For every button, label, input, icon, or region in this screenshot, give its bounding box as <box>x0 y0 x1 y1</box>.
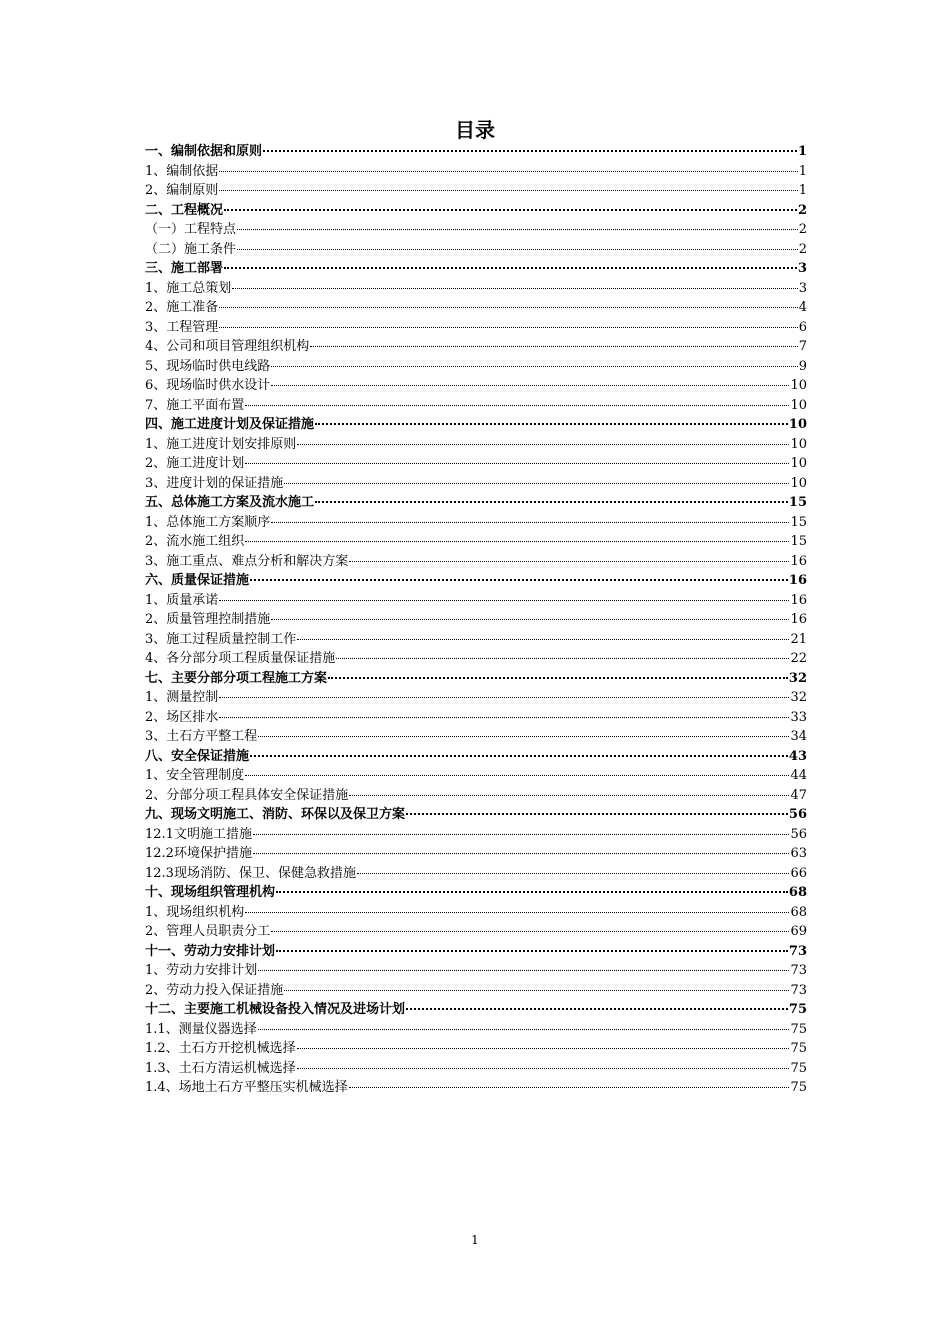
toc-subsection-item[interactable] <box>145 513 807 533</box>
toc-entry-text: 3、施工重点、难点分析和解决方案 <box>145 553 349 569</box>
toc-entry-text: 1.1、测量仪器选择 <box>145 1021 257 1037</box>
page-number: 1 <box>471 1233 479 1247</box>
toc-subsection-item[interactable] <box>145 240 807 260</box>
dot-leader <box>245 911 789 913</box>
toc-entry-text: 1、劳动力安排计划 <box>145 963 258 978</box>
dot-leader <box>297 443 789 445</box>
toc-subsection-item[interactable] <box>145 1059 807 1079</box>
dot-leader <box>224 208 797 211</box>
toc-subsection-item[interactable] <box>145 903 807 923</box>
dot-leader <box>219 189 797 191</box>
toc-page-number: 32 <box>790 690 807 705</box>
toc-subsection-item[interactable] <box>145 220 807 240</box>
toc-subsection-item[interactable] <box>145 922 807 942</box>
toc-page-number: 16 <box>790 553 807 569</box>
toc-subsection-item[interactable] <box>145 766 807 786</box>
toc-section-heading[interactable] <box>145 747 807 767</box>
toc-entry-text: 1、质量承诺 <box>145 592 219 608</box>
dot-leader <box>253 833 790 835</box>
toc-page-number: 6 <box>798 319 807 335</box>
dot-leader <box>315 500 788 503</box>
toc-page-number: 73 <box>790 963 807 978</box>
toc-subsection-item[interactable] <box>145 688 807 708</box>
toc-page-number: 10 <box>790 436 807 452</box>
toc-entry-text: 5、现场临时供电线路 <box>145 358 271 374</box>
dot-leader <box>349 794 789 796</box>
dot-leader <box>219 326 797 328</box>
toc-entry-text: 五、总体施工方案及流水施工 <box>145 495 315 510</box>
dot-leader <box>250 754 788 757</box>
toc-entry-text: 七、主要分部分项工程施工方案 <box>145 670 328 686</box>
toc-entry-text: 十二、主要施工机械设备投入情况及进场计划 <box>145 1002 406 1017</box>
toc-subsection-item[interactable] <box>145 435 807 455</box>
toc-entry-text: 1、安全管理制度 <box>145 768 245 783</box>
toc-subsection-item[interactable] <box>145 376 807 396</box>
toc-page-number: 15 <box>790 534 807 549</box>
toc-entry-text: 十一、劳动力安排计划 <box>145 943 276 959</box>
dot-leader <box>276 890 788 893</box>
dot-leader <box>219 599 789 601</box>
toc-page-number: 10 <box>790 378 807 393</box>
toc-subsection-item[interactable] <box>145 532 807 552</box>
dot-leader <box>258 969 789 971</box>
toc-page-number: 75 <box>790 1021 807 1037</box>
toc-entry-text: 3、土石方平整工程 <box>145 729 258 744</box>
toc-section-heading[interactable] <box>145 493 807 513</box>
toc-entry-text: 12.3现场消防、保卫、保健急救措施 <box>145 865 356 881</box>
toc-subsection-item[interactable] <box>145 1078 807 1098</box>
toc-entry-text: 2、劳动力投入保证措施 <box>145 982 284 998</box>
dot-leader <box>271 521 789 523</box>
toc-page-number: 75 <box>788 1002 807 1017</box>
toc-subsection-item[interactable] <box>145 1039 807 1059</box>
dot-leader <box>297 1047 790 1049</box>
toc-page-number: 34 <box>790 729 807 744</box>
toc-entry-text: 1、测量控制 <box>145 690 219 705</box>
toc-subsection-item[interactable] <box>145 844 807 864</box>
toc-section-heading[interactable] <box>145 942 807 962</box>
dot-leader <box>406 1007 788 1010</box>
toc-page-number: 66 <box>790 865 807 881</box>
toc-page-number: 75 <box>790 1041 807 1056</box>
toc-entry-text: 12.1文明施工措施 <box>145 826 252 842</box>
toc-subsection-item[interactable] <box>145 337 807 357</box>
dot-leader <box>245 462 789 464</box>
toc-subsection-item[interactable] <box>145 786 807 806</box>
dot-leader <box>219 716 789 718</box>
dot-leader <box>406 812 788 815</box>
toc-subsection-item[interactable] <box>145 981 807 1001</box>
toc-page-number: 10 <box>788 417 807 432</box>
toc-entry-text: 4、各分部分项工程质量保证措施 <box>145 651 336 666</box>
toc-subsection-item[interactable] <box>145 864 807 884</box>
toc-entry-text: 12.2环境保护措施 <box>145 846 252 861</box>
toc-subsection-item[interactable] <box>145 649 807 669</box>
toc-subsection-item[interactable] <box>145 318 807 338</box>
toc-entry-text: 1、现场组织机构 <box>145 904 245 920</box>
toc-page-number: 15 <box>790 514 807 530</box>
toc-subsection-item[interactable] <box>145 552 807 572</box>
toc-entry-text: 六、质量保证措施 <box>145 573 250 588</box>
toc-entry-text: （二）施工条件 <box>145 241 237 257</box>
toc-subsection-item[interactable] <box>145 279 807 299</box>
toc-page-number: 21 <box>790 631 807 647</box>
toc-entry-text: 四、施工进度计划及保证措施 <box>145 417 315 432</box>
toc-subsection-item[interactable] <box>145 454 807 474</box>
toc-subsection-item[interactable] <box>145 610 807 630</box>
toc-entry-text: 一、编制依据和原则 <box>145 144 263 159</box>
toc-page-number: 2 <box>798 241 807 257</box>
toc-page-number: 16 <box>788 573 807 588</box>
toc-page-number: 16 <box>790 592 807 608</box>
dot-leader <box>336 657 789 659</box>
toc-page-number: 10 <box>790 456 807 471</box>
toc-entry-text: 2、施工进度计划 <box>145 456 245 471</box>
toc-page-number: 75 <box>790 1080 807 1095</box>
toc-subsection-item[interactable] <box>145 708 807 728</box>
dot-leader <box>219 170 797 172</box>
dot-leader <box>297 1067 790 1069</box>
table-of-contents <box>145 142 807 1098</box>
dot-leader <box>349 1086 790 1088</box>
toc-page-number: 16 <box>790 612 807 627</box>
toc-section-heading[interactable] <box>145 415 807 435</box>
toc-subsection-item[interactable] <box>145 396 807 416</box>
toc-entry-text: 二、工程概况 <box>145 202 224 218</box>
toc-entry-text: 三、施工部署 <box>145 261 224 276</box>
toc-entry-text: 十、现场组织管理机构 <box>145 885 276 900</box>
toc-entry-text: 4、公司和项目管理组织机构 <box>145 339 310 354</box>
toc-page-number: 68 <box>790 904 807 920</box>
toc-subsection-item[interactable] <box>145 825 807 845</box>
toc-entry-text: 九、现场文明施工、消防、环保以及保卫方案 <box>145 807 406 822</box>
toc-page-number: 4 <box>798 300 807 315</box>
toc-entry-text: 八、安全保证措施 <box>145 748 250 764</box>
dot-leader <box>357 872 790 874</box>
toc-page-number: 33 <box>790 709 807 725</box>
toc-entry-text: 6、现场临时供水设计 <box>145 378 271 393</box>
dot-leader <box>253 852 790 854</box>
toc-page-number: 1 <box>798 183 807 198</box>
toc-entry-text: （一）工程特点 <box>145 222 237 237</box>
toc-entry-text: 3、施工过程质量控制工作 <box>145 631 297 647</box>
dot-leader <box>328 676 788 679</box>
dot-leader <box>258 735 789 737</box>
toc-section-heading[interactable] <box>145 1000 807 1020</box>
toc-subsection-item[interactable] <box>145 1020 807 1040</box>
toc-page-number: 69 <box>790 924 807 939</box>
toc-subsection-item[interactable] <box>145 961 807 981</box>
toc-section-heading[interactable] <box>145 201 807 221</box>
dot-leader <box>237 228 798 230</box>
dot-leader <box>224 266 797 269</box>
toc-page-number: 2 <box>797 202 807 218</box>
toc-entry-text: 7、施工平面布置 <box>145 397 245 413</box>
dot-leader <box>245 540 789 542</box>
toc-entry-text: 1.2、土石方开挖机械选择 <box>145 1041 296 1056</box>
toc-page-number: 10 <box>790 475 807 491</box>
toc-subsection-item[interactable] <box>145 181 807 201</box>
dot-leader <box>284 482 789 484</box>
toc-page-number: 9 <box>798 358 807 374</box>
dot-leader <box>276 949 788 952</box>
toc-entry-text: 2、质量管理控制措施 <box>145 612 271 627</box>
toc-page-number: 3 <box>797 261 807 276</box>
toc-section-heading[interactable] <box>145 571 807 591</box>
toc-page-number: 73 <box>788 943 807 959</box>
toc-subsection-item[interactable] <box>145 162 807 182</box>
toc-page-number: 75 <box>790 1060 807 1076</box>
dot-leader <box>315 422 788 425</box>
toc-entry-text: 2、管理人员职责分工 <box>145 924 271 939</box>
dot-leader <box>245 404 789 406</box>
toc-entry-text: 2、分部分项工程具体安全保证措施 <box>145 787 349 803</box>
toc-entry-text: 1、编制依据 <box>145 163 219 179</box>
toc-title: 目录 <box>455 118 495 142</box>
toc-entry-text: 2、编制原则 <box>145 183 219 198</box>
toc-page-number: 63 <box>790 846 807 861</box>
dot-leader <box>219 306 797 308</box>
dot-leader <box>232 287 797 289</box>
toc-page-number: 22 <box>790 651 807 666</box>
toc-entry-text: 2、流水施工组织 <box>145 534 245 549</box>
toc-page-number: 44 <box>790 768 807 783</box>
toc-subsection-item[interactable] <box>145 474 807 494</box>
dot-leader <box>271 930 789 932</box>
toc-section-heading[interactable] <box>145 805 807 825</box>
toc-subsection-item[interactable] <box>145 298 807 318</box>
dot-leader <box>310 345 797 347</box>
toc-entry-text: 1、总体施工方案顺序 <box>145 514 271 530</box>
toc-entry-text: 1.4、场地土石方平整压实机械选择 <box>145 1080 348 1095</box>
toc-subsection-item[interactable] <box>145 591 807 611</box>
toc-entry-text: 3、进度计划的保证措施 <box>145 475 284 491</box>
toc-page-number: 56 <box>790 826 807 842</box>
dot-leader <box>284 989 789 991</box>
toc-section-heading[interactable] <box>145 142 807 162</box>
toc-subsection-item[interactable] <box>145 357 807 377</box>
toc-entry-text: 3、工程管理 <box>145 319 219 335</box>
toc-section-heading[interactable] <box>145 883 807 903</box>
toc-page-number: 47 <box>790 787 807 803</box>
toc-page-number: 15 <box>788 495 807 510</box>
dot-leader <box>237 248 798 250</box>
toc-subsection-item[interactable] <box>145 727 807 747</box>
toc-page-number: 1 <box>798 163 807 179</box>
dot-leader <box>263 149 797 152</box>
toc-entry-text: 1、施工进度计划安排原则 <box>145 436 297 452</box>
toc-page-number: 43 <box>788 748 807 764</box>
toc-entry-text: 1、施工总策划 <box>145 280 232 296</box>
toc-subsection-item[interactable] <box>145 630 807 650</box>
dot-leader <box>258 1028 790 1030</box>
toc-entry-text: 2、场区排水 <box>145 709 219 725</box>
dot-leader <box>245 774 789 776</box>
dot-leader <box>271 618 789 620</box>
toc-page-number: 68 <box>788 885 807 900</box>
toc-page-number: 3 <box>798 280 807 296</box>
dot-leader <box>250 578 788 581</box>
dot-leader <box>271 384 789 386</box>
toc-page-number: 73 <box>790 982 807 998</box>
dot-leader <box>271 365 797 367</box>
toc-section-heading[interactable] <box>145 669 807 689</box>
dot-leader <box>219 696 789 698</box>
toc-page-number: 56 <box>788 807 807 822</box>
toc-page-number: 7 <box>798 339 807 354</box>
dot-leader <box>297 638 789 640</box>
toc-entry-text: 1.3、土石方清运机械选择 <box>145 1060 296 1076</box>
toc-page-number: 1 <box>797 144 807 159</box>
dot-leader <box>349 560 789 562</box>
toc-page-number: 10 <box>790 397 807 413</box>
toc-page-number: 32 <box>788 670 807 686</box>
toc-section-heading[interactable] <box>145 259 807 279</box>
toc-page-number: 2 <box>798 222 807 237</box>
toc-entry-text: 2、施工准备 <box>145 300 219 315</box>
